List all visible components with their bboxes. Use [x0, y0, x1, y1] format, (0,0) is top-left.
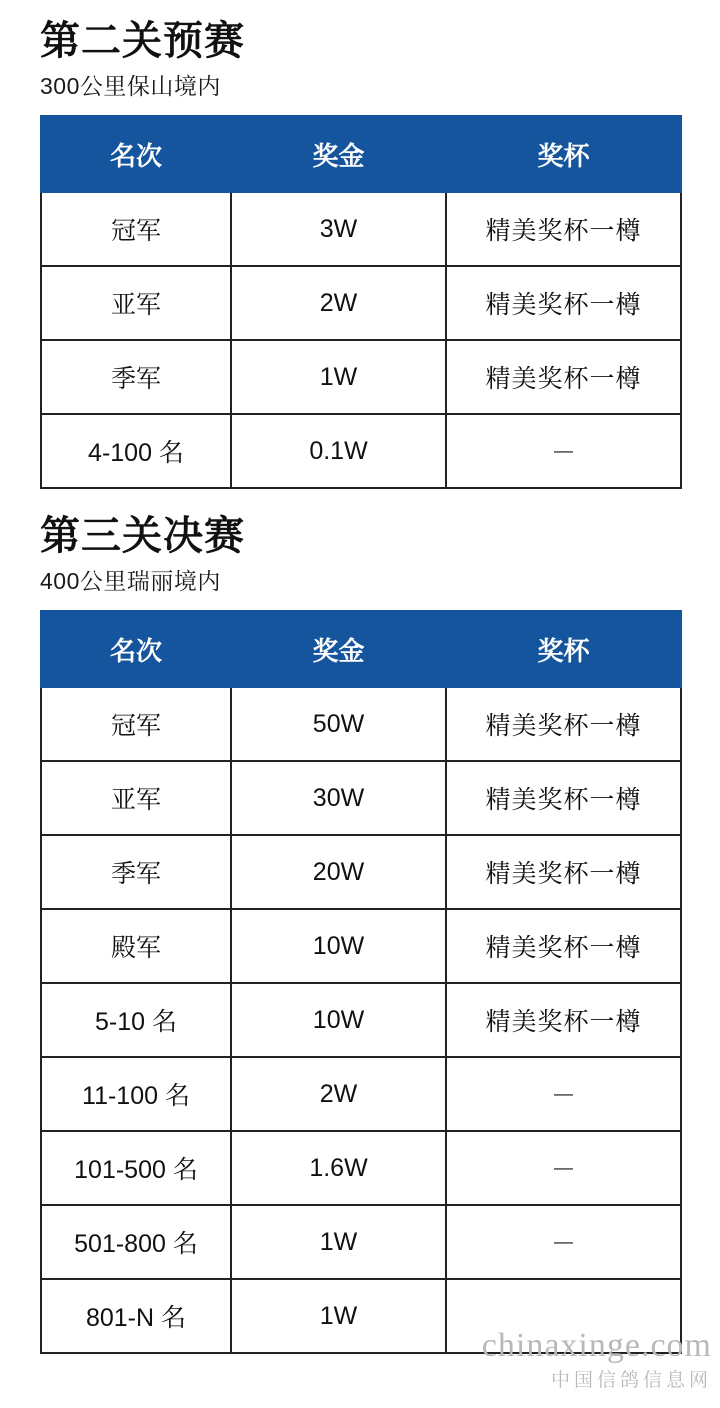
cell-prize: 30W — [231, 761, 446, 835]
cell-prize: 2W — [231, 1057, 446, 1131]
table-header-row — [41, 611, 681, 687]
cell-cup: － — [446, 414, 681, 488]
table-row — [41, 983, 681, 1057]
table-row — [41, 1131, 681, 1205]
column-header-rank: 名次 — [41, 611, 231, 687]
section-round-three — [40, 513, 680, 1354]
cell-rank: 亚军 — [41, 761, 231, 835]
cell-prize: 2W — [231, 266, 446, 340]
column-header-cup: 奖杯 — [446, 116, 681, 192]
cell-cup: 精美奖杯一樽 — [446, 761, 681, 835]
cell-prize: 10W — [231, 909, 446, 983]
prize-table-round-two — [40, 115, 682, 489]
column-header-prize: 奖金 — [231, 611, 446, 687]
cell-rank: 11-100 名 — [41, 1057, 231, 1131]
column-header-prize: 奖金 — [231, 116, 446, 192]
cell-rank: 冠军 — [41, 687, 231, 761]
cell-rank: 季军 — [41, 340, 231, 414]
cell-rank: 4-100 名 — [41, 414, 231, 488]
cell-rank: 亚军 — [41, 266, 231, 340]
cell-prize: 1W — [231, 340, 446, 414]
prize-table-round-three — [40, 610, 682, 1354]
cell-prize: 20W — [231, 835, 446, 909]
section-subtitle: 300公里保山境内 — [40, 73, 221, 99]
cell-cup — [446, 1279, 681, 1353]
table-row — [41, 761, 681, 835]
cell-rank: 5-10 名 — [41, 983, 231, 1057]
cell-rank: 101-500 名 — [41, 1131, 231, 1205]
cell-rank: 801-N 名 — [41, 1279, 231, 1353]
table-header-row — [41, 116, 681, 192]
cell-rank: 冠军 — [41, 192, 231, 266]
table-row — [41, 414, 681, 488]
table-row — [41, 909, 681, 983]
section-title: 第三关决赛 — [40, 514, 245, 558]
table-row — [41, 1205, 681, 1279]
table-row — [41, 340, 681, 414]
cell-cup: 精美奖杯一樽 — [446, 983, 681, 1057]
cell-cup: 精美奖杯一樽 — [446, 835, 681, 909]
table-row — [41, 1057, 681, 1131]
cell-cup: 精美奖杯一樽 — [446, 192, 681, 266]
cell-cup: 精美奖杯一樽 — [446, 266, 681, 340]
cell-prize: 3W — [231, 192, 446, 266]
cell-cup: 精美奖杯一樽 — [446, 909, 681, 983]
cell-cup: － — [446, 1205, 681, 1279]
section-subtitle: 400公里瑞丽境内 — [40, 568, 221, 594]
cell-rank: 季军 — [41, 835, 231, 909]
page-left-edge — [0, 0, 7, 1408]
cell-rank: 501-800 名 — [41, 1205, 231, 1279]
cell-cup: 精美奖杯一樽 — [446, 687, 681, 761]
cell-cup: － — [446, 1131, 681, 1205]
cell-prize: 1W — [231, 1279, 446, 1353]
cell-prize: 10W — [231, 983, 446, 1057]
watermark-site-name: 中国信鸽信息网 — [550, 1370, 712, 1391]
section-round-two — [40, 18, 680, 489]
table-row — [41, 687, 681, 761]
cell-cup: － — [446, 1057, 681, 1131]
watermark-url: chinaxinge.com — [481, 1327, 712, 1364]
table-row — [41, 266, 681, 340]
cell-prize: 50W — [231, 687, 446, 761]
cell-prize: 0.1W — [231, 414, 446, 488]
column-header-rank: 名次 — [41, 116, 231, 192]
cell-prize: 1.6W — [231, 1131, 446, 1205]
cell-prize: 1W — [231, 1205, 446, 1279]
cell-cup: 精美奖杯一樽 — [446, 340, 681, 414]
column-header-cup: 奖杯 — [446, 611, 681, 687]
table-row — [41, 835, 681, 909]
cell-rank: 殿军 — [41, 909, 231, 983]
table-row — [41, 192, 681, 266]
section-title: 第二关预赛 — [40, 19, 245, 63]
table-row — [41, 1279, 681, 1353]
